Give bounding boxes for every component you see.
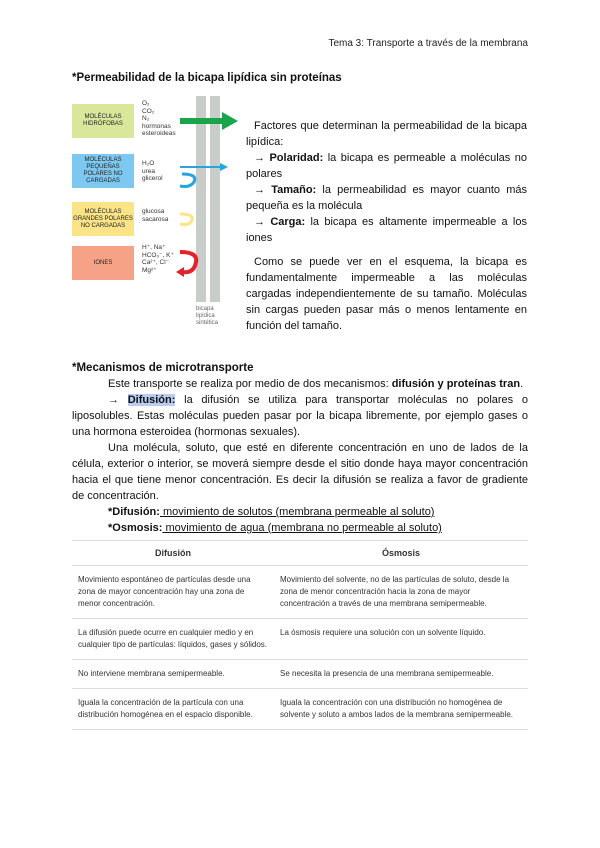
comparison-table	[72, 540, 528, 730]
difusion-highlight: Difusión:	[127, 394, 176, 406]
factors-intro: Factores que determinan la permeabilidad de la bicapa lipídica:	[246, 120, 527, 148]
table-header-row	[72, 541, 528, 566]
table-cell: La ósmosis requiere una solución con un solvente líquido.	[274, 619, 528, 660]
column-header: Difusión	[72, 541, 274, 566]
intro-bold: difusión y proteínas tran	[391, 378, 521, 390]
yellow-bounce-arrow-icon	[180, 214, 192, 225]
factor-text: la bicapa es permeable a moléculas no polares	[246, 152, 527, 180]
molecule-label: CO₂	[142, 107, 155, 115]
factor-charge	[246, 214, 527, 246]
box-label: MOLÉCULAS PEQUEÑAS POLARES NO CARGADAS	[83, 157, 123, 184]
intro-end: .	[520, 378, 524, 390]
molecule-label: urea	[142, 167, 156, 175]
difusion-text: la difusión se utiliza para transportar moléculas no polares o liposolubles. Estas moléculas pueden pasar por la bicapa libremente, por ejemplo gases o una hormona esteroidea (hormonas sexuales).	[72, 394, 529, 438]
molecule-label: Ca²⁺, Cl⁻	[142, 259, 170, 266]
membrane-layer-inner	[210, 96, 220, 302]
definition-label: *Osmosis:	[108, 522, 163, 534]
table-row	[72, 619, 528, 660]
membrane-layer-outer	[196, 96, 206, 302]
box-label: MOLÉCULAS HIDRÓFOBAS	[83, 114, 123, 127]
molecule-label: HCO₃⁻, K⁺	[142, 251, 174, 259]
box-label: MOLÉCULAS GRANDES POLARES NO CARGADAS	[73, 208, 133, 229]
difusion-paragraph	[72, 392, 528, 440]
factor-name: Polaridad:	[269, 152, 324, 164]
table-row	[72, 566, 528, 619]
molecule-label: esteroideas	[142, 130, 176, 137]
red-arrowhead-icon	[176, 267, 184, 277]
table-row	[72, 689, 528, 730]
molecule-label: hormonas	[142, 122, 171, 130]
blue-bounce-arrow-icon	[180, 174, 195, 187]
factor-text: la permeabilidad es mayor cuanto más pequeña es la molécula	[246, 184, 527, 212]
table-cell: Movimiento espontáneo de partículas desde una zona de mayor concentración hay una zona de menor concentración.	[72, 566, 274, 619]
table-cell: No interviene membrana semipermeable.	[72, 660, 274, 689]
molecule-label: H₂O	[142, 160, 155, 167]
factor-name: Tamaño:	[271, 184, 317, 196]
arrow-icon: →	[254, 216, 265, 228]
molecule-label: glucosa	[142, 208, 165, 215]
box-label: IONES	[93, 259, 113, 266]
section-title-microtransport: *Mecanismos de microtransporte	[72, 362, 254, 374]
blue-arrowhead-icon	[220, 163, 228, 171]
arrow-icon: →	[108, 394, 119, 406]
factor-name: Carga:	[270, 216, 306, 228]
table-cell: Se necesita la presencia de una membrana semipermeable.	[274, 660, 528, 689]
figure-caption	[196, 306, 218, 327]
table-cell: Iguala la concentración con una distribución no homogénea de solvente y soluto a ambos lados de la membrana semipermeable.	[274, 689, 528, 730]
permeability-figure	[72, 96, 242, 336]
factor-polarity	[246, 150, 527, 182]
definition-label: *Difusión:	[108, 506, 160, 518]
green-arrow-icon	[180, 112, 238, 130]
molecule-label: glicerol	[142, 175, 163, 182]
schema-paragraph: Como se puede ver en el esquema, la bicapa es fundamentalmente impermeable a las moléculas cargadas independientemente de su tamaño. Moléculas sin cargas pueden pasar más o menos lentamente en función del tamaño.	[246, 256, 527, 332]
solute-paragraph: Una molécula, soluto, que esté en diferente concentración en uno de lados de la célula, exterior o interior, se moverá siempre desde el sitio donde haya mayor concentración hacia el que tiene menor concentración. Es decir la difusión se realiza a favor de gradiente de concentración.	[72, 442, 528, 502]
definition-diffusion	[72, 504, 528, 520]
caption-line: lipídica	[196, 313, 215, 319]
factor-text: la bicapa es altamente impermeable a los iones	[246, 216, 527, 244]
caption-line: bicapa	[196, 306, 214, 312]
factor-size	[246, 182, 527, 214]
arrow-icon: →	[254, 184, 265, 196]
membrane-diagram	[72, 96, 242, 336]
intro-paragraph	[72, 376, 528, 392]
table-cell: Movimiento del solvente, no de las partículas de soluto, desde la zona de menor concentración hacia la zona de mayor concentración a través de una membrana semipermeable.	[274, 566, 528, 619]
factors-block	[246, 118, 527, 246]
microtransport-body	[72, 376, 528, 536]
definition-text: movimiento de solutos (membrana permeable al soluto)	[159, 506, 435, 518]
table-cell: La difusión puede ocurre en cualquier medio y en cualquier tipo de partículas: líquidos, gases y sólidos.	[72, 619, 274, 660]
definition-osmosis	[72, 520, 528, 536]
molecule-label: O₂	[142, 100, 150, 107]
arrow-icon: →	[254, 152, 265, 164]
definition-text: movimiento de agua (membrana no permeable al soluto)	[162, 522, 442, 534]
table-cell: Iguala la concentración de la partícula con una distribución homogénea en el espacio disponible.	[72, 689, 274, 730]
molecule-label: sacarosa	[142, 215, 169, 223]
molecule-label: N₂	[142, 115, 150, 122]
caption-line: sintética	[196, 320, 219, 326]
intro-text: Este transporte se realiza por medio de dos mecanismos:	[108, 378, 389, 390]
table-row	[72, 660, 528, 689]
molecule-label: H⁺, Na⁺	[142, 244, 166, 251]
page-header: Tema 3: Transporte a través de la membrana	[328, 38, 528, 49]
molecule-label: Mg²⁺	[142, 266, 157, 274]
section-title-permeability: *Permeabilidad de la bicapa lipídica sin proteínas	[72, 72, 342, 84]
column-header: Ósmosis	[274, 541, 528, 566]
